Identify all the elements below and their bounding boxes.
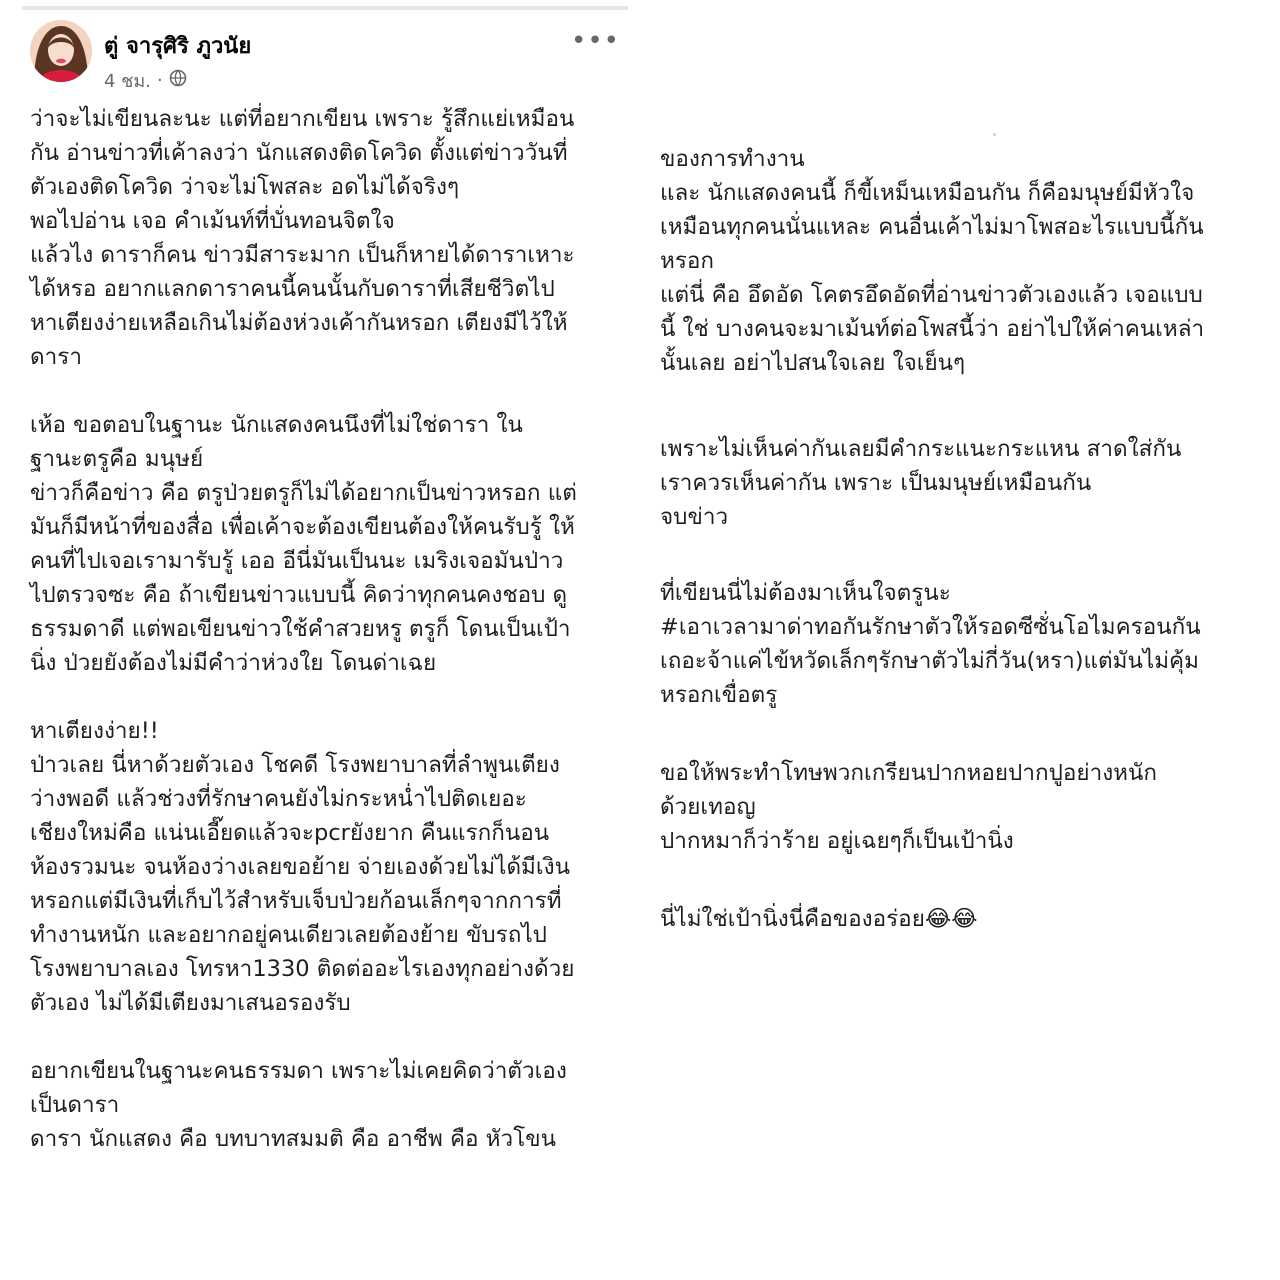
- avatar-image: [30, 20, 92, 82]
- post-meta: [104, 66, 187, 95]
- top-divider: [22, 6, 628, 10]
- post-paragraph: ว่าจะไม่เขียนละนะ แต่ที่อยากเขียน เพราะ รู้สึกแย่เหมือน กัน อ่านข่าวที่เค้าลงว่า นักแสดงติดโควิด ตั้งแต่ข่าววันที่ ตัวเองติดโควิด ว่าจะไม่โพสละ อดไม่ได้จริงๆ พอไปอ่าน เจอ คำเม้นท์ที่บั่นทอนจิตใจ แล้วไง ดาราก็คน ข่าวมีสาระมาก เป็นก็หายได้ดาราเหาะ ได้หรอ อยากแลกดาราคนนี้คนนั้นกับดาราที่เสียชีวิตไป หาเตียงง่ายเหลือเกินไม่ต้องห่วงเค้ากันหรอก เตียงมีไว้ให้ ดารา: [30, 106, 575, 370]
- more-options-icon[interactable]: •••: [570, 26, 620, 56]
- author-name[interactable]: ตู่ จารุศิริ ภูวนัย: [104, 34, 252, 59]
- post-paragraph: ที่เขียนนี่ไม่ต้องมาเห็นใจตรูนะ #เอาเวลามาด่าทอกันรักษาตัวให้รอดซีซั่นโอไมครอนกัน เถอะจ้าแค่ไข้หวัดเล็กๆรักษาตัวไม่กี่วัน(หรา)แต่มันไม่คุ้ม หรอกเขื่อตรู: [660, 580, 1201, 708]
- post-paragraph: นี่ไม่ใช่เป้านิ่งนี่คือของอร่อย😂😂: [660, 906, 978, 932]
- post-paragraph: ของการทำงาน และ นักแสดงคนนี้ ก็ขี้เหม็นเหมือนกัน ก็คือมนุษย์มีหัวใจ เหมือนทุกคนนั่นแหละ คนอื่นเค้าไม่มาโพสอะไรแบบนี้กัน หรอก แต่นี่ คือ อึดอัด โคตรอึดอัดที่อ่านข่าวตัวเองแล้ว เจอแบบ นี้ ใช่ บางคนจะมาเม้นท์ต่อโพสนี้ว่า อย่าไปให้ค่าคนเหล่า นั้นเลย อย่าไปสนใจเลย ใจเย็นๆ: [660, 146, 1205, 376]
- meta-separator: ·: [156, 70, 163, 91]
- avatar[interactable]: [30, 20, 92, 82]
- globe-icon: [169, 69, 187, 92]
- post-paragraph: ขอให้พระทำโทษพวกเกรียนปากหอยปากปูอย่างหนัก ด้วยเทอญ ปากหมาก็ว่าร้าย อยู่เฉยๆก็เป็นเป้านิ่ง: [660, 760, 1158, 854]
- post-paragraph: หาเตียงง่าย!! ป่าวเลย นี่หาด้วยตัวเอง โชคดี โรงพยาบาลที่ลำพูนเตียง ว่างพอดี แล้วช่วงที่รักษาคนยังไม่กระหน่ำไปติดเยอะ เชียงใหม่คือ แน่นเอี๊ยดแล้วจะpcrยังยาก คืนแรกก็นอน ห้องรวมนะ จนห้องว่างเลยขอย้าย จ่ายเองด้วยไม่ได้มีเงิน หรอกแต่มีเงินที่เก็บไว้สำหรับเจ็บป่วยก้อนเล็กๆจากการที่ ทำงานหนัก และอยากอยู่คนเดียวเลยต้องย้าย ขับรถไป โรงพยาบาลเอง โทรหา1330 ติดต่ออะไรเองทุกอย่างด้วย ตัวเอง ไม่ได้มีเตียงมาเสนอรองรับ: [30, 718, 575, 1016]
- post-paragraph: อยากเขียนในฐานะคนธรรมดา เพราะไม่เคยคิดว่าตัวเอง เป็นดารา ดารา นักแสดง คือ บทบาทสมมติ คือ อาชีพ คือ หัวโขน: [30, 1058, 567, 1152]
- artifact-dot: [993, 133, 996, 136]
- post-paragraph: เห้อ ขอตอบในฐานะ นักแสดงคนนึงที่ไม่ใช่ดารา ใน ฐานะตรูคือ มนุษย์ ข่าวก็คือข่าว คือ ตรูป่วยตรูก็ไม่ได้อยากเป็นข่าวหรอก แต่ มันก็มีหน้าที่ของสื่อ เพื่อเค้าจะต้องเขียนต้องให้คนรับรู้ ให้ คนที่ไปเจอเรามารับรู้ เออ อีนี่มันเป็นนะ เมริงเจอมันป่าว ไปตรวจซะ คือ ถ้าเขียนข่าวแบบนี้ คิดว่าทุกคนคงชอบ ดู ธรรมดาดี แต่พอเขียนข่าวใช้คำสวยหรู ตรูก็ โดนเป็นเป้า นิ่ง ป่วยยังต้องไม่มีคำว่าห่วงใย โดนด่าเฉย: [30, 412, 577, 676]
- post-paragraph: เพราะไม่เห็นค่ากันเลยมีคำกระแนะกระแหน สาดใส่กัน เราควรเห็นค่ากัน เพราะ เป็นมนุษย์เหมือนกัน จบข่าว: [660, 436, 1182, 530]
- post-timestamp[interactable]: 4 ชม.: [104, 71, 151, 92]
- post-screenshot-left: [0, 0, 630, 1280]
- post-header: [30, 20, 620, 90]
